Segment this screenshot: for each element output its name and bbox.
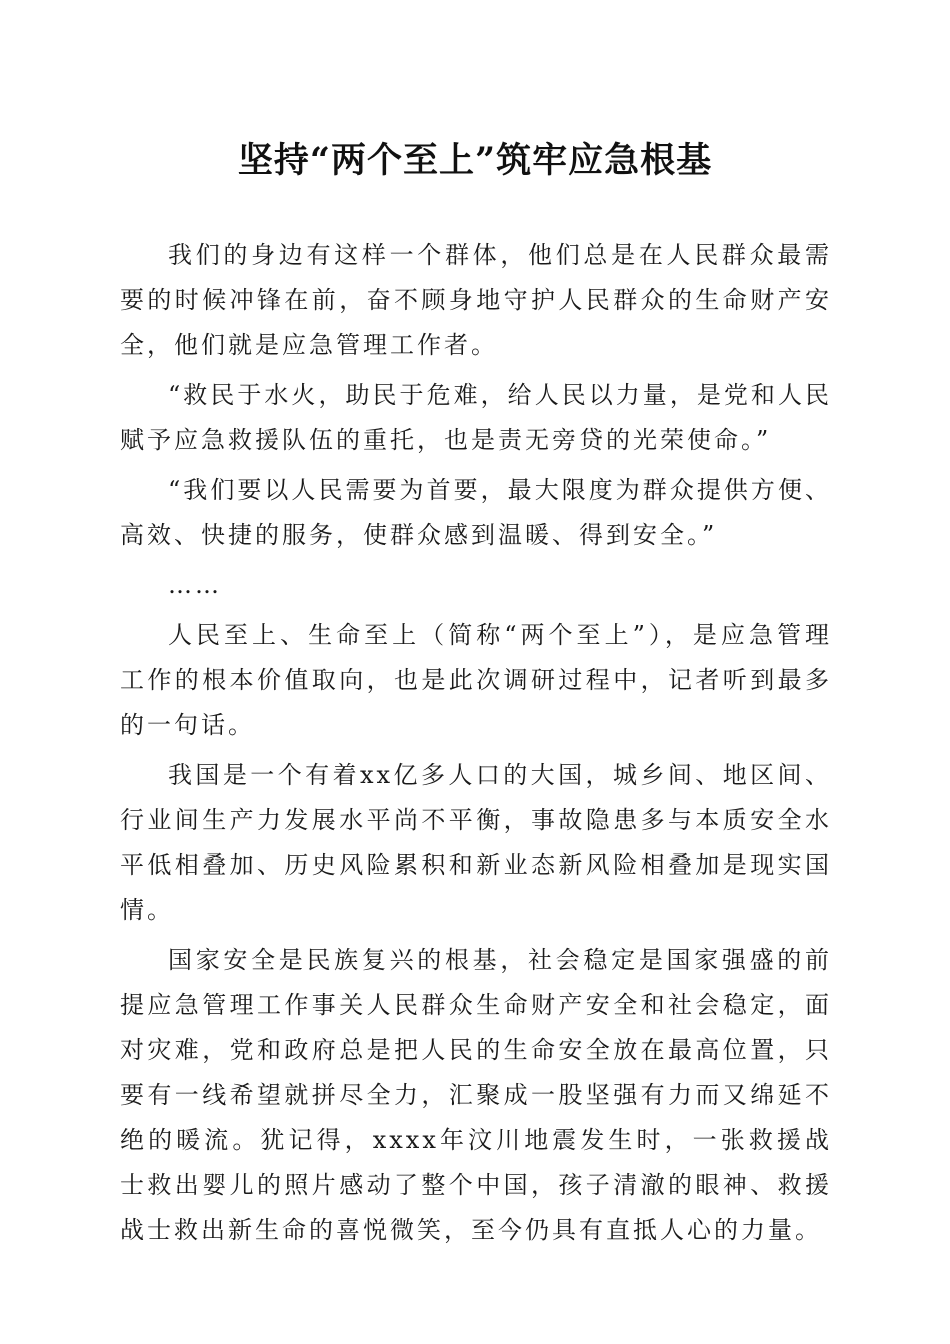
- document-body: [120, 233, 832, 1258]
- paragraph-ellipsis: ……: [168, 571, 222, 599]
- paragraph-national-security: 国家安全是民族复兴的根基，社会稳定是国家强盛的前提应急管理工作事关人民群众生命财产安全和社会稳定，面对灾难，党和政府总是把人民的生命安全放在最高位置，只要有一线希望就拼尽全力，汇聚成一股坚强有力而又绵延不绝的暖流。犹记得，xxxx年汶川地震发生时，一张救援战士救出婴儿的照片感动了整个中国，孩子清澈的眼神、救援战士救出新生命的喜悦微笑，至今仍具有直抵人心的力量。: [120, 946, 832, 1244]
- document-title: 坚持“两个至上”筑牢应急根基: [237, 140, 713, 181]
- paragraph-national-conditions: 我国是一个有着xx亿多人口的大国，城乡间、地区间、行业间生产力发展水平尚不平衡，事故隐患多与本质安全水平低相叠加、历史风险累积和新业态新风险相叠加是现实国情。: [120, 761, 832, 924]
- paragraph-intro: 我们的身边有这样一个群体，他们总是在人民群众最需要的时候冲锋在前，奋不顾身地守护人民群众的生命财产安全，他们就是应急管理工作者。: [120, 241, 832, 359]
- paragraph-two-supremes: 人民至上、生命至上（简称“两个至上”），是应急管理工作的根本价值取向，也是此次调研过程中，记者听到最多的一句话。: [120, 621, 832, 739]
- paragraph-quote-2: “我们要以人民需要为首要，最大限度为群众提供方便、高效、快捷的服务，使群众感到温暖、得到安全。”: [120, 476, 832, 549]
- paragraph-quote-1: “救民于水火，助民于危难，给人民以力量，是党和人民赋予应急救援队伍的重托，也是责无旁贷的光荣使命。”: [120, 381, 832, 454]
